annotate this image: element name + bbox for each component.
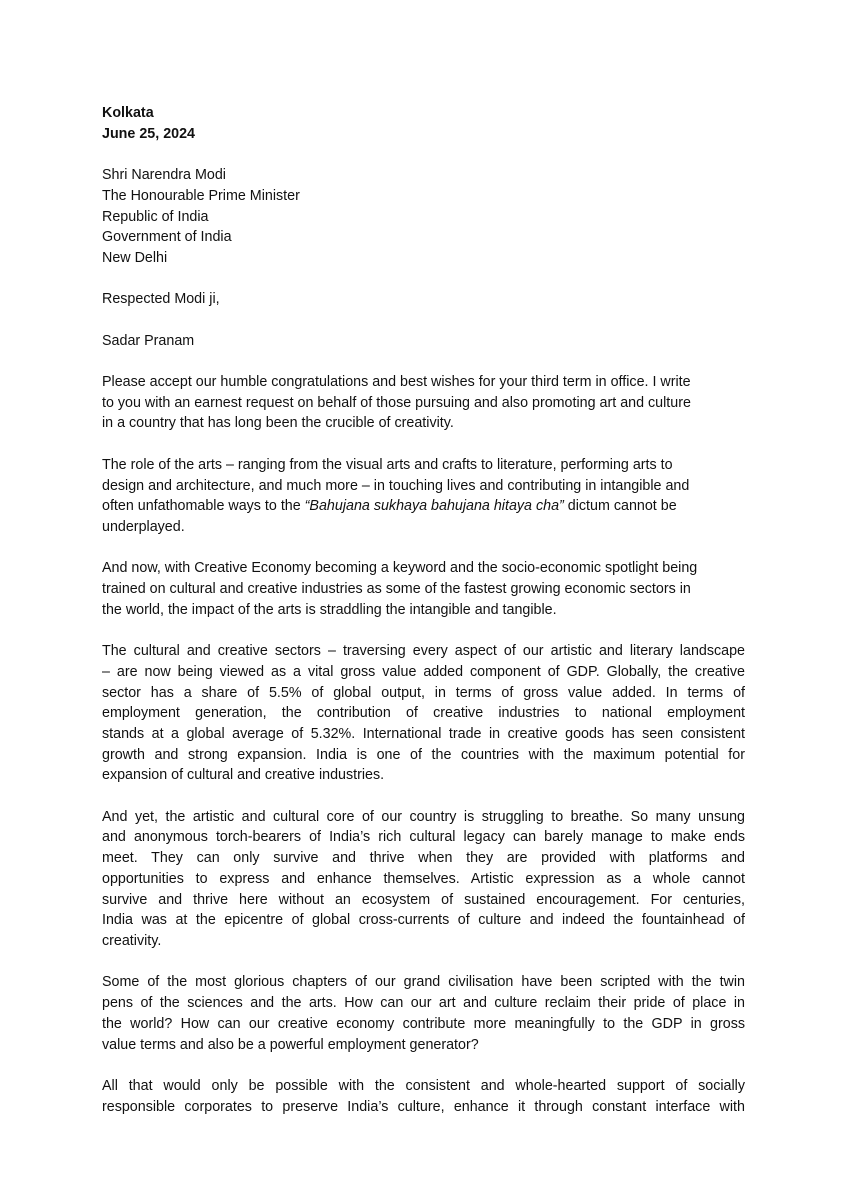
paragraph-line: survive and thrive here without an ecosystem of sustained encouragement. For centuries,	[102, 891, 745, 908]
paragraph-line: design and architecture, and much more – in touching lives and contributing in intangible and	[102, 477, 690, 494]
paragraph-line: underplayed.	[102, 518, 185, 535]
paragraph-creative-economy	[102, 558, 745, 620]
letter-header	[102, 103, 745, 144]
paragraph-line: responsible corporates to preserve India’s culture, enhance it through constant interface with	[102, 1098, 745, 1115]
paragraph-congratulations	[102, 372, 745, 434]
header-city: Kolkata	[102, 105, 154, 121]
paragraph-line: and anonymous torch-bearers of India’s rich cultural legacy can barely manage to make ends	[102, 829, 745, 846]
line-text: dictum cannot be	[563, 498, 677, 515]
paragraph-line: The role of the arts – ranging from the visual arts and crafts to literature, performing arts to	[102, 456, 673, 473]
paragraph-line: And yet, the artistic and cultural core of our country is struggling to breathe. So many unsung	[102, 808, 745, 825]
paragraph-glorious-chapters	[102, 972, 745, 1055]
paragraph-line: trained on cultural and creative industries as some of the fastest growing economic sectors in	[102, 581, 691, 598]
recipient-city: New Delhi	[102, 249, 168, 266]
paragraph-line: pens of the sciences and the arts. How can our art and culture reclaim their pride of place in	[102, 995, 745, 1012]
paragraph-corporate-support	[102, 1076, 745, 1117]
paragraph-line: And now, with Creative Economy becoming a keyword and the socio-economic spotlight being	[102, 560, 698, 577]
paragraph-line: growth and strong expansion. India is one of the countries with the maximum potential for	[102, 746, 745, 763]
paragraph-line	[102, 496, 745, 517]
paragraph-line: value terms and also be a powerful employment generator?	[102, 1036, 479, 1053]
line-text: often unfathomable ways to the	[102, 498, 305, 515]
recipient-address	[102, 165, 745, 269]
paragraph-role-of-arts	[102, 455, 745, 538]
salutation: Respected Modi ji,	[102, 291, 220, 308]
letter-page	[102, 103, 745, 1117]
recipient-government: Government of India	[102, 229, 232, 246]
paragraph-struggling-core	[102, 807, 745, 952]
paragraph-line: creativity.	[102, 933, 162, 949]
paragraph-cultural-sectors	[102, 641, 745, 786]
recipient-title: The Honourable Prime Minister	[102, 187, 300, 204]
paragraph-line: – are now being viewed as a vital gross value added component of GDP. Globally, the creative	[102, 663, 745, 680]
paragraph-line: All that would only be possible with the consistent and whole-hearted support of socially	[102, 1077, 745, 1094]
greeting: Sadar Pranam	[102, 332, 195, 349]
paragraph-line: to you with an earnest request on behalf of those pursuing and also promoting art and culture	[102, 394, 691, 411]
paragraph-line: the world, the impact of the arts is straddling the intangible and tangible.	[102, 601, 557, 618]
paragraph-line: opportunities to express and enhance themselves. Artistic expression as a whole cannot	[102, 870, 745, 887]
paragraph-line: in a country that has long been the crucible of creativity.	[102, 415, 454, 432]
paragraph-line: stands at a global average of 5.32%. International trade in creative goods has seen consistent	[102, 725, 745, 742]
paragraph-line: expansion of cultural and creative industries.	[102, 767, 385, 784]
paragraph-line: Please accept our humble congratulations and best wishes for your third term in office. I write	[102, 374, 691, 391]
header-date: June 25, 2024	[102, 125, 195, 142]
paragraph-line: Some of the most glorious chapters of our grand civilisation have been scripted with the twin	[102, 974, 745, 991]
recipient-name: Shri Narendra Modi	[102, 167, 226, 184]
recipient-country: Republic of India	[102, 208, 209, 225]
dictum-quote: “Bahujana sukhaya bahujana hitaya cha”	[304, 498, 564, 515]
paragraph-line: India was at the epicentre of global cross-currents of culture and indeed the fountainhead of	[102, 912, 745, 929]
paragraph-line: sector has a share of 5.5% of global output, in terms of gross value added. In terms of	[102, 684, 745, 701]
paragraph-line: The cultural and creative sectors – traversing every aspect of our artistic and literary landscape	[102, 643, 745, 660]
paragraph-line: the world? How can our creative economy contribute more meaningfully to the GDP in gross	[102, 1015, 745, 1032]
paragraph-line: meet. They can only survive and thrive when they are provided with platforms and	[102, 850, 745, 867]
paragraph-line: employment generation, the contribution of creative industries to national employment	[102, 705, 745, 722]
